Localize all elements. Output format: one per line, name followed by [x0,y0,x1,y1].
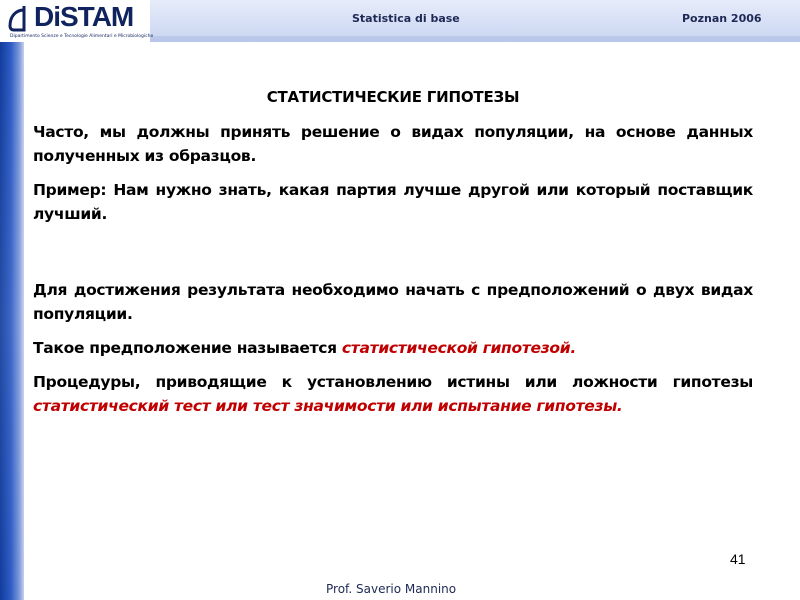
paragraph-3: Для достижения результата необходимо начать с предположений о двух видах популяции. [33,281,753,323]
paragraph-1: Часто, мы должны принять решение о видах популяции, на основе данных полученных из образцов. [33,123,753,165]
paragraph-gap [33,236,753,278]
slide-content [33,88,753,428]
logo-text: DiSTAM [34,1,134,32]
paragraph-5-term: статистический тест или тест значимости или испытание гипотезы. [33,397,623,415]
paragraph-5-prefix: Процедуры, приводящие к установлению истины или ложности гипотезы [33,373,753,391]
logo-subtitle: Dipartimento Scienze e Tecnologie Alimentari e Microbiologiche [10,34,154,39]
logo-mark-icon [6,4,36,34]
paragraph-4 [33,336,753,360]
paragraph-4-prefix: Такое предположение называется [33,339,342,357]
paragraph-4-term: статистической гипотезой. [341,339,576,357]
paragraph-5 [33,370,753,418]
paragraph-2: Пример: Нам нужно знать, какая партия лучше другой или который поставщик лучший. [33,181,753,223]
logo [0,0,154,42]
page-number: 41 [730,551,746,567]
header-place-year: Poznan 2006 [682,12,762,25]
slide-title: СТАТИСТИЧЕСКИЕ ГИПОТЕЗЫ [266,88,520,106]
footer-author: Prof. Saverio Mannino [326,582,457,596]
header-course: Statistica di base [352,12,460,25]
left-sidebar-shade [0,42,24,600]
